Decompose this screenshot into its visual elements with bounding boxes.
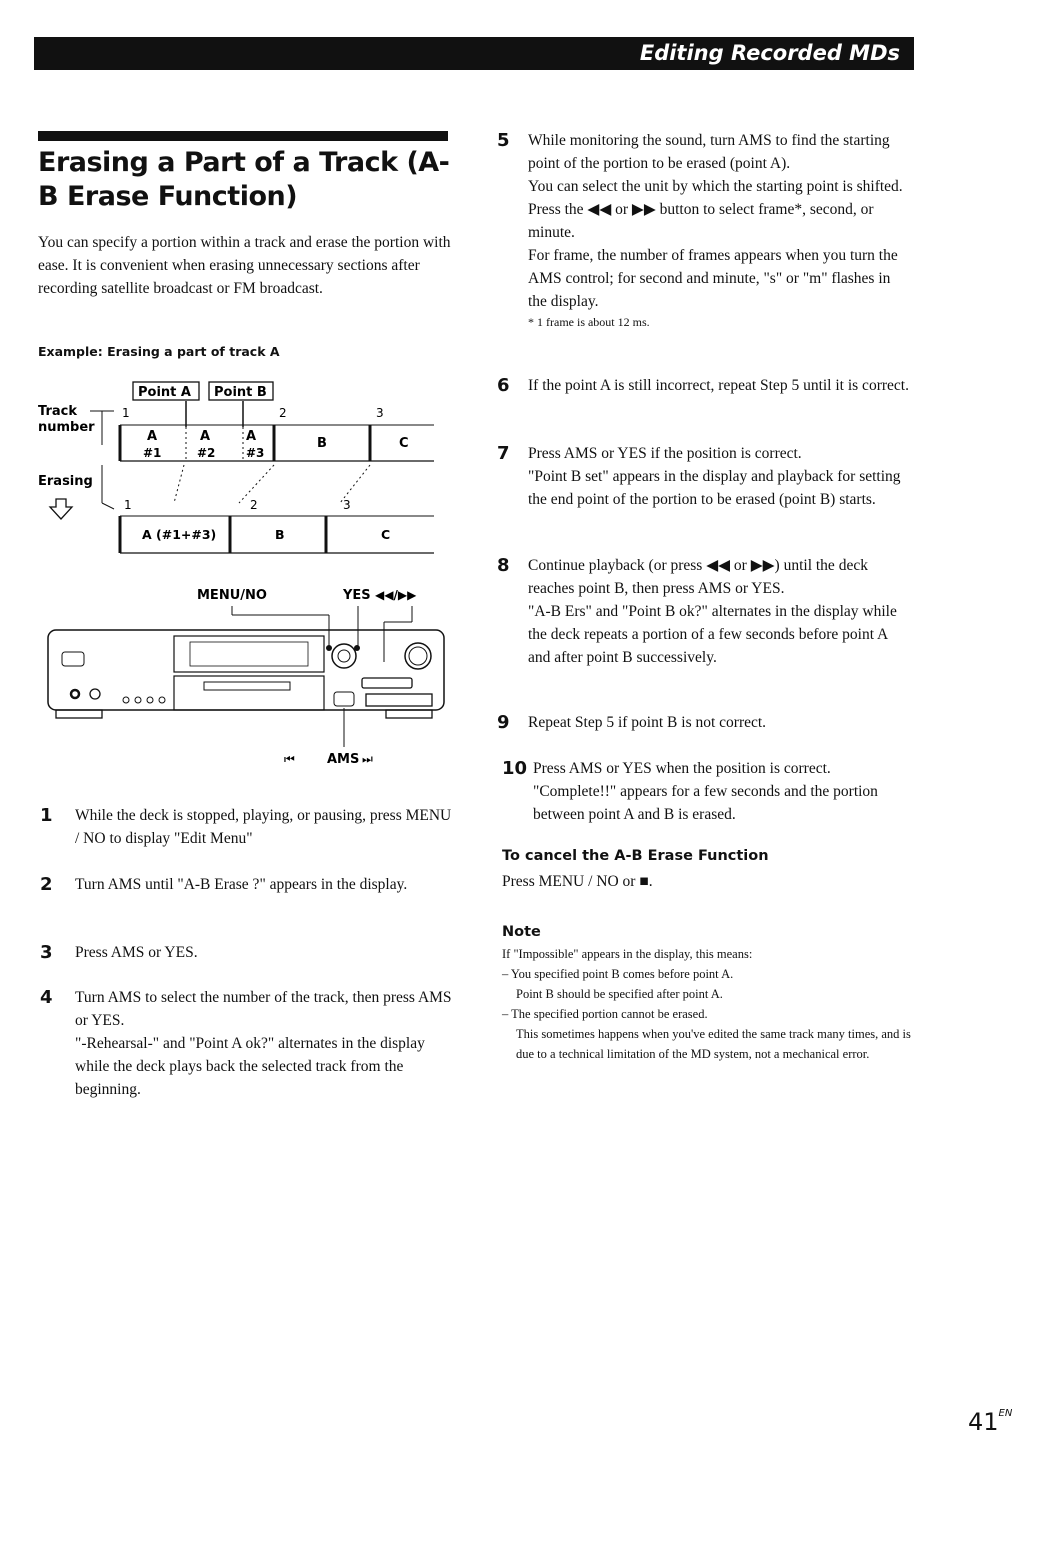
next-track-icon: ⏭ bbox=[362, 752, 373, 766]
bottom-cell-b: B bbox=[275, 527, 285, 542]
step-5-number: 5 bbox=[497, 130, 510, 151]
section-title: Erasing a Part of a Track (A-B Erase Function) bbox=[38, 147, 450, 212]
top-num-3: 3 bbox=[376, 406, 384, 420]
step-4-text: Turn AMS to select the number of the track, then press AMS or YES. bbox=[75, 989, 452, 1029]
step-10-number: 10 bbox=[502, 758, 528, 779]
note-line-1: If "Impossible" appears in the display, this means: bbox=[502, 947, 753, 961]
step-10-text: Press AMS or YES when the position is correct. bbox=[533, 760, 831, 777]
step-3-number: 3 bbox=[40, 942, 53, 963]
note-line-5: This sometimes happens when you've edited the same track many times, and is due to a technical limitation of the MD system, not a mechanical error. bbox=[516, 1027, 911, 1061]
step-5-footnote: * 1 frame is about 12 ms. bbox=[528, 315, 650, 329]
point-b-label: Point B bbox=[214, 385, 267, 400]
header-title: Editing Recorded MDs bbox=[639, 41, 900, 65]
prev-track-icon: ⏮ bbox=[284, 752, 295, 766]
bottom-cell-a: A (#1+#3) bbox=[142, 527, 217, 542]
step-10-extra: "Complete!!" appears for a few seconds and the portion between point A and B is erased. bbox=[533, 783, 878, 823]
transport-buttons[interactable] bbox=[362, 678, 412, 688]
ams-label: AMS bbox=[327, 752, 360, 767]
cell-a3-letter: A bbox=[246, 429, 257, 444]
step-5-extra1: You can select the unit by which the starting point is shifted. Press the ◀◀ or ▶▶ button to select frame*, second, or minute. bbox=[528, 178, 903, 241]
bottom-num-3: 3 bbox=[343, 498, 351, 512]
arrows-label: ◀◀/▶▶ bbox=[375, 588, 417, 602]
section-rule bbox=[38, 131, 448, 141]
step-9-text: Repeat Step 5 if point B is not correct. bbox=[528, 714, 767, 731]
step-8-extra: "A-B Ers" and "Point B ok?" alternates in the display while the deck repeats a portion of a few seconds before point A and after point B successively. bbox=[528, 603, 897, 666]
step-7-number: 7 bbox=[497, 443, 510, 464]
step-5-text: While monitoring the sound, turn AMS to find the starting point of the portion to be erased (point A). bbox=[528, 132, 890, 172]
step-6-text: If the point A is still incorrect, repeat Step 5 until it is correct. bbox=[528, 377, 909, 394]
step-5-extra2: For frame, the number of frames appears when you turn the AMS control; for second and minute, "s" or "m" flashes in the display. bbox=[528, 247, 898, 310]
track-label: Track bbox=[38, 404, 77, 419]
power-button[interactable] bbox=[62, 652, 84, 666]
cancel-title: To cancel the A-B Erase Function bbox=[502, 848, 769, 864]
step-4-number: 4 bbox=[40, 987, 53, 1008]
note-line-4: – The specified portion cannot be erased. bbox=[502, 1007, 708, 1021]
number-label: number bbox=[38, 420, 95, 435]
note-title: Note bbox=[502, 924, 541, 940]
step-8-number: 8 bbox=[497, 555, 510, 576]
step-9-number: 9 bbox=[497, 712, 510, 733]
point-a-label: Point A bbox=[138, 385, 191, 400]
disc-slot bbox=[174, 676, 324, 710]
cell-b-top: B bbox=[317, 436, 327, 451]
yes-label: YES bbox=[343, 588, 371, 603]
intro-paragraph: You can specify a portion within a track and erase the portion with ease. It is convenient when erasing unnecessary sections after recording satellite broadcast or FM broadcast. bbox=[38, 234, 451, 297]
track-diagram bbox=[34, 375, 454, 560]
display-window bbox=[174, 636, 324, 672]
cell-a2-letter: A bbox=[200, 429, 211, 444]
ams-knob[interactable] bbox=[332, 644, 356, 668]
header-bar bbox=[34, 37, 914, 70]
example-title: Example: Erasing a part of track A bbox=[38, 344, 280, 359]
cell-c-top: C bbox=[399, 436, 409, 451]
page-number-suffix: EN bbox=[998, 1408, 1013, 1419]
step-2-number: 2 bbox=[40, 874, 53, 895]
page-number-value: 41 bbox=[968, 1408, 999, 1436]
deck-illustration bbox=[34, 582, 454, 772]
note-line-2: – You specified point B comes before point A. bbox=[502, 967, 734, 981]
top-num-1: 1 bbox=[122, 406, 130, 420]
step-7-text: Press AMS or YES if the position is correct. bbox=[528, 445, 802, 462]
bottom-num-2: 2 bbox=[250, 498, 258, 512]
cell-a3-num: #3 bbox=[246, 446, 265, 460]
step-1-text: While the deck is stopped, playing, or pausing, press MENU / NO to display "Edit Menu" bbox=[75, 807, 452, 847]
note-line-3: Point B should be specified after point A. bbox=[516, 987, 723, 1001]
cell-a1-letter: A bbox=[147, 429, 158, 444]
step-2-text: Turn AMS until "A-B Erase ?" appears in the display. bbox=[75, 876, 408, 893]
note-body bbox=[502, 944, 932, 1064]
down-arrow-icon bbox=[50, 499, 72, 519]
bottom-cell-c: C bbox=[381, 527, 391, 542]
step-7-extra: "Point B set" appears in the display and playback for setting the end point of the portion to be erased (point B) starts. bbox=[528, 468, 901, 508]
step-4-extra: "-Rehearsal-" and "Point A ok?" alternates in the display while the deck plays back the selected track from the beginning. bbox=[75, 1035, 425, 1098]
step-6-number: 6 bbox=[497, 375, 510, 396]
erasing-label: Erasing bbox=[38, 474, 93, 489]
step-8-text: Continue playback (or press ◀◀ or ▶▶) until the deck reaches point B, then press AMS or YES. bbox=[528, 557, 868, 597]
menu-no-label: MENU/NO bbox=[197, 588, 267, 603]
page-number bbox=[968, 1408, 1012, 1436]
step-3-text: Press AMS or YES. bbox=[75, 944, 198, 961]
top-num-2: 2 bbox=[279, 406, 287, 420]
cancel-text: Press MENU / NO or ■. bbox=[502, 873, 653, 890]
cell-a2-num: #2 bbox=[197, 446, 216, 460]
bottom-num-1: 1 bbox=[124, 498, 132, 512]
step-1-number: 1 bbox=[40, 805, 53, 826]
cell-a1-num: #1 bbox=[143, 446, 162, 460]
